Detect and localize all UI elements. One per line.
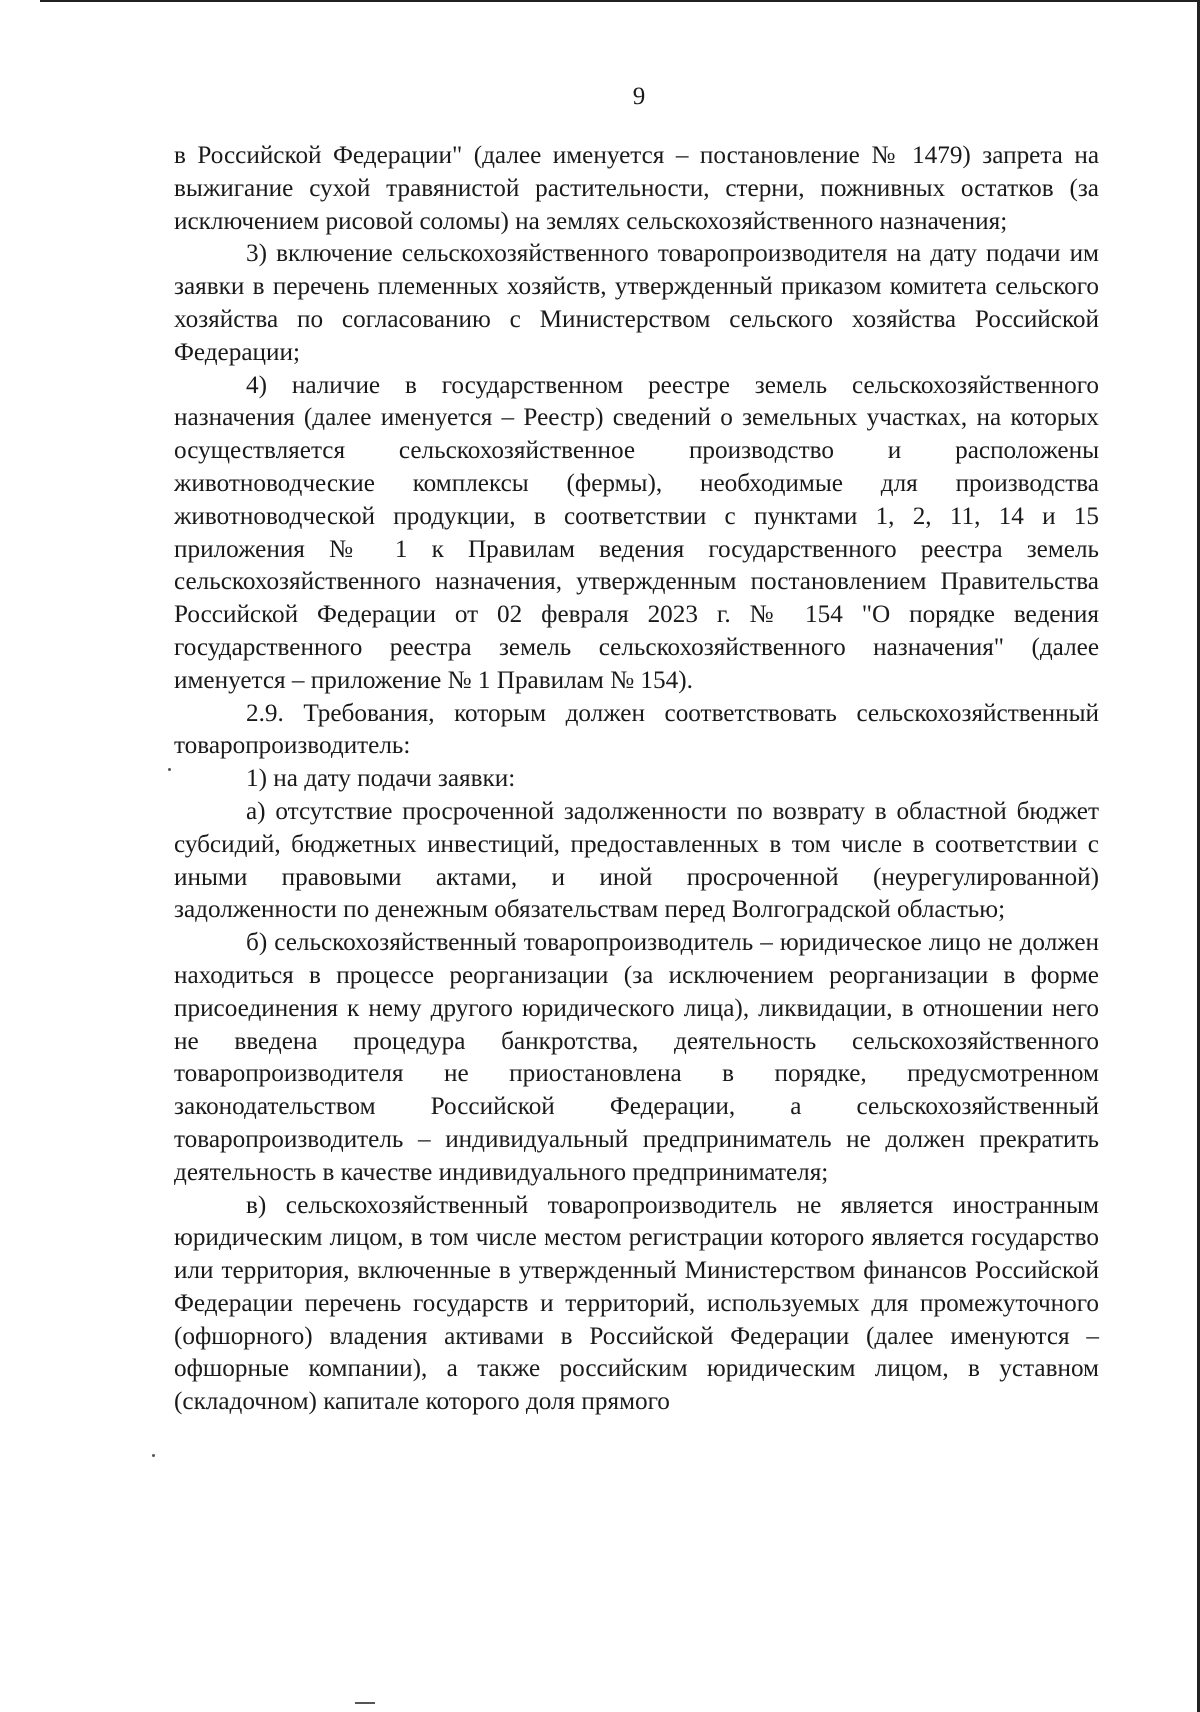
paragraph-subitem-b: б) сельскохозяйственный товаропроизводитель – юридическое лицо не должен находиться в процессе реорганизации (за исключением реорганизации в форме присоединения к нему другого юридического лица), ликвидации, в отношении него не введена процедура банкротства, деятельность сельскохозяйственного товаропроизводителя не приостановлена в порядке, предусмотренном законодательством Российской Федерации, а сельскохозяйственный товаропроизводитель – индивидуальный предприниматель не должен прекратить деятельность в качестве индивидуального предпринимателя; — [174, 929, 1099, 1186]
document-body — [174, 140, 1099, 1419]
paragraph-item-4: 4) наличие в государственном реестре земель сельскохозяйственного назначения (далее именуется – Реестр) сведений о земельных участках, на которых осуществляется сельскохозяйственное производство и расположены животноводческие комплексы (фермы), необходимые для производства животноводческой продукции, в соответствии с пунктами 1, 2, 11, 14 и 15 приложения № 1 к Правилам ведения государственного реестра земель сельскохозяйственного назначения, утвержденным постановлением Правительства Российской Федерации от 02 февраля 2023 г. № 154 "О порядке ведения государственного реестра земель сельскохозяйственного назначения" (далее именуется – приложение № 1 Правилам № 154). — [174, 371, 1099, 694]
page-number: 9 — [632, 83, 646, 110]
paragraph-subitem-1: 1) на дату подачи заявки: — [246, 765, 516, 793]
paragraph-item-3: 3) включение сельскохозяйственного товаропроизводителя на дату подачи им заявки в перечень племенных хозяйств, утвержденный приказом комитета сельского хозяйства по согласованию с Министерством сельского хозяйства Российской Федерации; — [174, 240, 1099, 366]
scan-bleed-mark — [355, 1702, 375, 1710]
paragraph-subitem-a: а) отсутствие просроченной задолженности по возврату в областной бюджет субсидий, бюджетных инвестиций, предоставленных в том числе в соответствии с иными правовыми актами, и иной просроченной (неурегулированной) задолженности по денежным обязательствам перед Волгоградской областью; — [174, 797, 1099, 924]
paragraph-subitem-v: в) сельскохозяйственный товаропроизводитель не является иностранным юридическим лицом, в том числе местом регистрации которого является государство или территория, включенные в утвержденный Министерством финансов Российской Федерации перечень государств и территорий, используемых для промежуточного (офшорного) владения активами в Российской Федерации (далее именуются – офшорные компании), а также российским юридическим лицом, в уставном (складочном) капитале которого доля прямого — [174, 1191, 1099, 1416]
scan-speck — [152, 1454, 155, 1457]
scan-speck — [168, 768, 171, 771]
paragraph-continuation: в Российской Федерации" (далее именуется – постановление № 1479) запрета на выжигание сухой травянистой растительности, стерни, пожнивных остатков (за исключением рисовой соломы) на землях сельскохозяйственного назначения; — [174, 142, 1099, 235]
paragraph-section-2-9: 2.9. Требования, которым должен соответствовать сельскохозяйственный товаропроизводитель: — [174, 699, 1099, 760]
scan-edge-top — [40, 0, 1200, 2]
